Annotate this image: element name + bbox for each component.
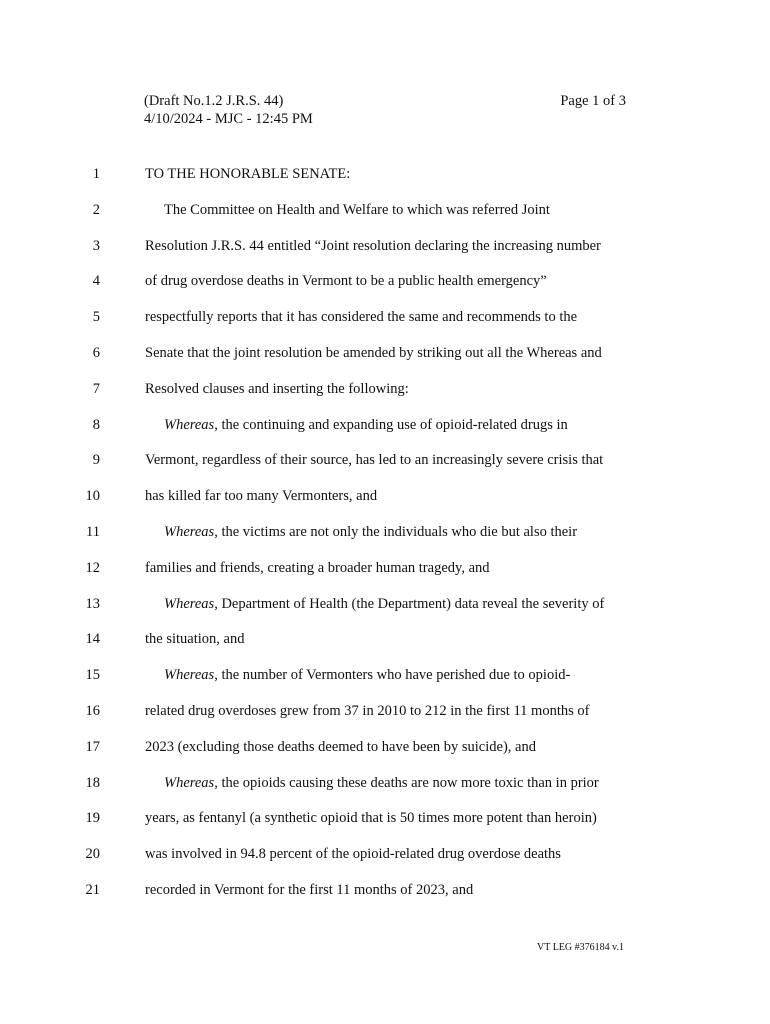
line-number: 2 [92, 201, 100, 218]
line-body: , the number of Vermonters who have perished due to opioid- [214, 667, 571, 684]
whereas-italic: Whereas [164, 774, 215, 791]
line-text [164, 200, 550, 220]
document-line [0, 880, 770, 916]
document-line [0, 701, 770, 737]
document-line [0, 200, 770, 236]
document-line [0, 665, 770, 701]
line-number: 10 [85, 488, 100, 505]
line-body: Vermont, regardless of their source, has led to an increasingly severe crisis that [145, 452, 604, 469]
line-body: Resolution J.R.S. 44 entitled “Joint resolution declaring the increasing number [145, 237, 601, 254]
line-body: Senate that the joint resolution be amended by striking out all the Whereas and [145, 344, 602, 361]
line-body: , the opioids causing these deaths are now more toxic than in prior [214, 774, 599, 791]
document-line [0, 522, 770, 558]
document-line [0, 594, 770, 630]
line-body: families and friends, creating a broader human tragedy, and [145, 559, 490, 576]
line-number: 5 [92, 309, 100, 326]
document-line [0, 343, 770, 379]
line-number: 8 [92, 416, 100, 433]
line-number: 17 [85, 738, 100, 755]
line-number: 11 [86, 523, 100, 540]
line-body: the situation, and [145, 631, 245, 648]
line-number: 1 [92, 166, 100, 182]
line-number: 7 [92, 380, 100, 397]
document-line [0, 271, 770, 307]
line-text [145, 629, 244, 649]
line-text [164, 415, 568, 435]
document-line [0, 629, 770, 665]
line-number: 9 [92, 452, 100, 469]
line-text [164, 665, 570, 685]
document-line [0, 236, 770, 272]
line-body: was involved in 94.8 percent of the opioid-related drug overdose deaths [145, 846, 561, 863]
numbered-lines [0, 164, 770, 916]
line-number: 21 [85, 881, 100, 898]
page-number: Page 1 of 3 [560, 93, 626, 109]
line-number: 6 [92, 344, 100, 361]
document-line [0, 307, 770, 343]
line-body: related drug overdoses grew from 37 in 2010 to 212 in the first 11 months of [145, 702, 590, 719]
line-number: 15 [85, 667, 100, 684]
whereas-italic: Whereas [164, 523, 215, 540]
document-line [0, 808, 770, 844]
line-text [145, 307, 577, 327]
document-line [0, 773, 770, 809]
line-text [145, 450, 603, 470]
document-line [0, 450, 770, 486]
line-text [164, 522, 577, 542]
whereas-italic: Whereas [164, 667, 215, 684]
line-text [145, 737, 536, 757]
line-number: 18 [85, 774, 100, 791]
line-text [145, 880, 473, 900]
document-line [0, 164, 770, 200]
document-line [0, 558, 770, 594]
line-number: 19 [85, 810, 100, 827]
line-number: 16 [85, 702, 100, 719]
footer-id: VT LEG #376184 v.1 [537, 942, 624, 953]
line-text [164, 594, 604, 614]
line-body: recorded in Vermont for the first 11 months of 2023, and [145, 881, 474, 898]
line-body: , the victims are not only the individuals who die but also their [214, 523, 578, 540]
line-number: 13 [85, 595, 100, 612]
line-body: , Department of Health (the Department) data reveal the severity of [214, 595, 605, 612]
line-body: years, as fentanyl (a synthetic opioid that is 50 times more potent than heroin) [145, 810, 597, 827]
line-text [145, 558, 490, 578]
line-text [145, 271, 547, 291]
line-body: has killed far too many Vermonters, and [145, 488, 378, 505]
line-text [145, 164, 350, 184]
line-text [145, 486, 377, 506]
document-line [0, 415, 770, 451]
line-number: 4 [92, 273, 100, 290]
document-line [0, 844, 770, 880]
line-body: of drug overdose deaths in Vermont to be a public health emergency” [145, 273, 547, 290]
line-text [145, 808, 597, 828]
document-line [0, 379, 770, 415]
line-text [145, 343, 602, 363]
whereas-italic: Whereas [164, 416, 215, 433]
line-body: , the continuing and expanding use of opioid-related drugs in [214, 416, 568, 433]
line-text [145, 844, 561, 864]
line-number: 20 [85, 846, 100, 863]
line-number: 3 [92, 237, 100, 254]
line-body: Resolved clauses and inserting the following: [145, 380, 409, 397]
line-body: respectfully reports that it has considered the same and recommends to the [145, 309, 578, 326]
line-number: 12 [85, 559, 100, 576]
line-number: 14 [85, 631, 100, 648]
document-line [0, 737, 770, 773]
line-text [145, 701, 589, 721]
line-body: The Committee on Health and Welfare to which was referred Joint [164, 201, 550, 218]
document-line [0, 486, 770, 522]
line-text [164, 773, 599, 793]
line-text [145, 379, 409, 399]
line-body: TO THE HONORABLE SENATE: [145, 166, 351, 182]
line-body: 2023 (excluding those deaths deemed to have been by suicide), and [145, 738, 536, 755]
page-header [144, 92, 626, 128]
draft-label: (Draft No.1.2 J.R.S. 44) [144, 93, 284, 109]
draft-date: 4/10/2024 - MJC - 12:45 PM [144, 111, 313, 127]
whereas-italic: Whereas [164, 595, 215, 612]
line-text [145, 236, 601, 256]
